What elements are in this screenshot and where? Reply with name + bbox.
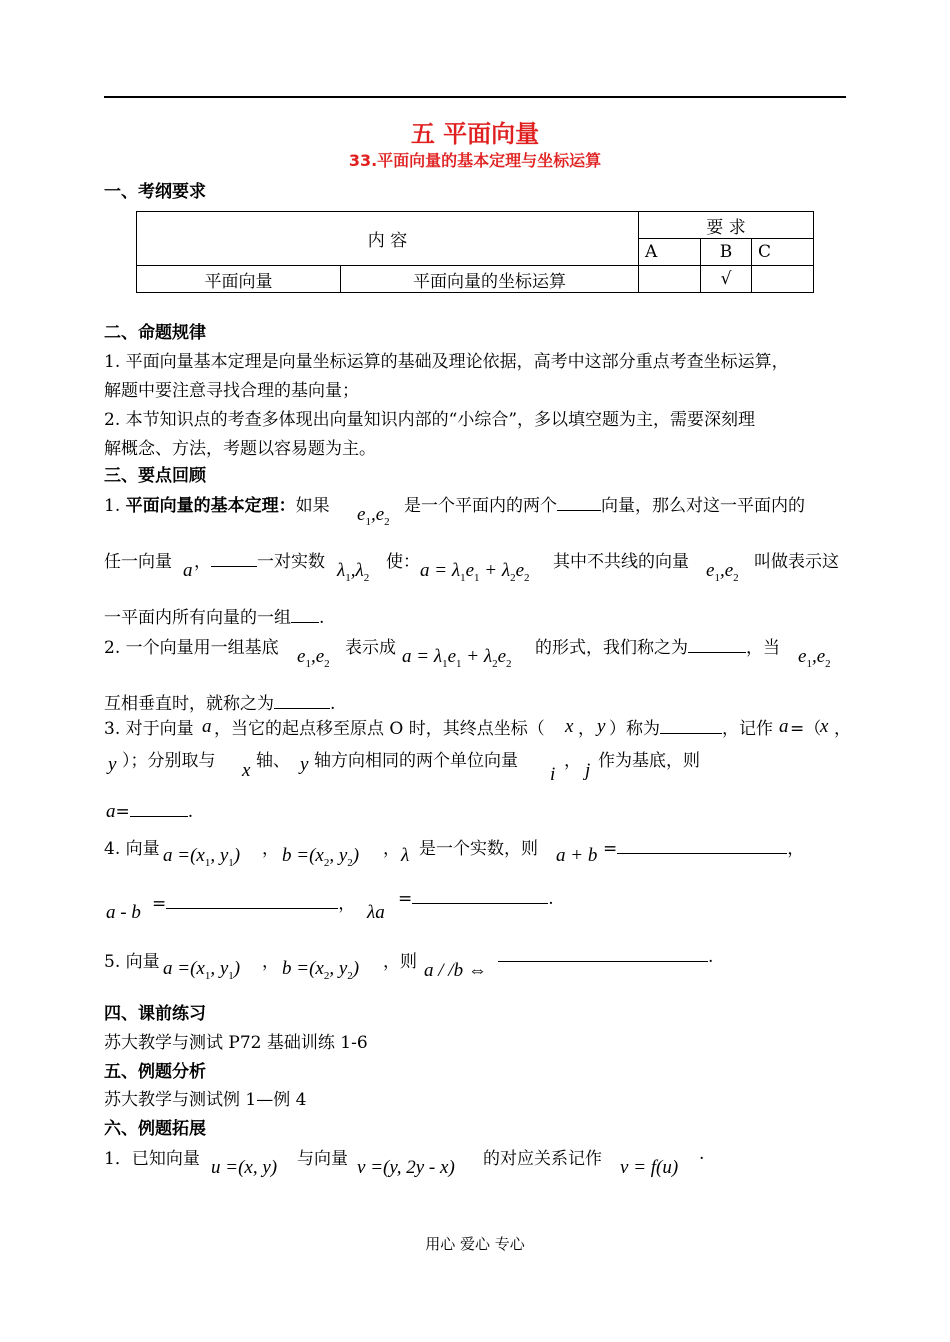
text-fragment: 一平面内所有向量的一组: [104, 608, 291, 628]
parallel-condition: a / /b ⇔: [424, 960, 487, 981]
difference-blank: = ，: [152, 894, 356, 914]
text-fragment: 叫做表示这: [754, 552, 839, 572]
text-fragment: 轴、: [256, 751, 290, 771]
text-fragment: 向量，那么对这一平面内的: [601, 496, 805, 516]
text-fragment: ，: [262, 952, 279, 972]
rule-paragraph-2b: 解概念、方法，考题以容易题为主。: [104, 439, 376, 459]
theorem-label: 平面向量的基本定理：: [125, 496, 296, 516]
row-mark-b: √: [701, 266, 752, 293]
fill-blank[interactable]: [660, 732, 722, 734]
text-fragment: 与向量: [297, 1149, 348, 1169]
examples-reference: 苏大教学与测试例 1—例 4: [104, 1090, 307, 1110]
fill-blank[interactable]: [274, 707, 330, 709]
text-fragment: ）；分别取与: [122, 751, 216, 771]
fill-blank[interactable]: [688, 651, 746, 653]
text-fragment: ，当: [746, 638, 780, 658]
text-fragment: 的对应关系记作: [483, 1149, 602, 1169]
vector-a-coords: $a =(x_1$, $y_1$): [163, 845, 241, 869]
vector-b-coords: $b =(x_2$, $y_2$): [282, 845, 360, 869]
text-fragment: ，: [578, 719, 595, 739]
coord-y: y: [108, 754, 117, 775]
fill-blank[interactable]: [617, 852, 787, 854]
section-heading-6: 六、例题拓展: [104, 1119, 206, 1139]
text-fragment: 作为基底，则: [598, 751, 700, 771]
review-item-1-line-2: [104, 547, 172, 572]
text-fragment: 是一个平面内的两个: [404, 496, 557, 516]
lambda-pair: $\lambda_1,\lambda_2$: [337, 560, 370, 584]
text-fragment: ，当它的起点移至原点 O 时，其终点坐标（: [214, 719, 545, 739]
page-footer: 用心 爱心 专心: [425, 1235, 525, 1253]
coord-x: x: [820, 716, 829, 737]
coord-y: y: [597, 716, 606, 737]
requirements-table: [136, 211, 814, 293]
row-item: 平面向量的坐标运算: [341, 266, 639, 293]
text-fragment: ，: [564, 751, 581, 771]
basis-vectors-e1e2: $e_1,e_2$: [357, 504, 390, 528]
coord-x: x: [565, 716, 574, 737]
linear-combination-formula: $a = \lambda_1e_1 + \lambda_2e_2$: [402, 646, 512, 670]
unit-vector-j: j: [585, 760, 591, 781]
review-item-3-text: 3. 对于向量: [104, 719, 194, 739]
vector-a: a: [183, 560, 193, 581]
review-item-1-line-1: [104, 491, 330, 516]
review-item-4-text: 4. 向量: [104, 839, 160, 859]
basis-vectors-e1e2: $e_1,e_2$: [706, 560, 739, 584]
vector-a: a: [779, 716, 789, 737]
unit-vector-i: i: [550, 764, 556, 785]
requirement-header: 要 求: [639, 212, 814, 239]
text-fragment: ，: [262, 839, 279, 859]
rule-paragraph-2a: 2. 本节知识点的考查多体现出向量知识内部的“小综合”，多以填空题为主，需要深刻理: [104, 410, 756, 430]
fill-blank[interactable]: [291, 621, 319, 623]
fill-blank[interactable]: [412, 902, 548, 904]
level-a: A: [639, 239, 701, 266]
text-fragment: ）称为: [609, 719, 660, 739]
review-item-1-line-3: 一平面内所有向量的一组 .: [104, 608, 325, 628]
text-fragment: 使：: [386, 552, 420, 572]
text-fragment: =（: [790, 719, 822, 739]
text-fragment: 是一个实数，则: [419, 839, 538, 859]
section-heading-4: 四、课前练习: [104, 1004, 206, 1024]
row-mark-a: [639, 266, 701, 293]
vector-v-definition: v =(y, 2y - x): [357, 1157, 455, 1178]
sum-blank: = ，: [603, 839, 805, 859]
vector-a: a: [202, 716, 212, 737]
section-heading-3: 三、要点回顾: [104, 466, 206, 486]
text-fragment: 轴方向相同的两个单位向量: [314, 751, 518, 771]
text-fragment: ，: [383, 839, 400, 859]
practice-reference: 苏大教学与测试 P72 基础训练 1-6: [104, 1033, 368, 1053]
extension-text: 1．已知向量: [104, 1149, 200, 1169]
review-item-2-text: 2. 一个向量用一组基底: [104, 638, 279, 658]
parallel-blank: .: [498, 947, 713, 967]
review-item-3-result: a= .: [106, 801, 194, 822]
text-fragment: 如果: [295, 496, 330, 516]
scalar-blank: = .: [398, 889, 554, 909]
scalar-product-expression: λa: [367, 902, 385, 923]
vector-a-coords: $a =(x_1$, $y_1$): [163, 958, 241, 982]
fill-blank[interactable]: [557, 509, 601, 511]
row-mark-c: [752, 266, 814, 293]
level-c: C: [752, 239, 814, 266]
lesson-title: 33.平面向量的基本定理与坐标运算: [348, 151, 602, 170]
section-heading-1: 一、考纲要求: [104, 182, 206, 202]
basis-vectors-e1e2: $e_1,e_2$: [297, 646, 330, 670]
row-topic: 平面向量: [137, 266, 341, 293]
review-item-2-text-b: [535, 633, 780, 658]
vector-u-definition: u =(x, y): [211, 1157, 278, 1178]
text-fragment: .: [699, 1144, 705, 1164]
linear-combination-formula: $a = \lambda_1e_1 + \lambda_2e_2$: [420, 560, 530, 584]
text-fragment: ，: [194, 552, 211, 572]
difference-expression: a - b: [106, 902, 141, 923]
review-item-1-text: [404, 491, 805, 516]
text-fragment: 互相垂直时，就称之为: [104, 694, 274, 714]
review-item-3-text-b: [609, 714, 773, 739]
sum-expression: a + b: [556, 845, 598, 866]
review-item-2-line-2: 互相垂直时，就称之为 .: [104, 694, 336, 714]
fill-blank[interactable]: [166, 907, 338, 909]
section-heading-2: 二、命题规律: [104, 323, 206, 343]
review-item-5-text: 5. 向量: [104, 952, 160, 972]
lambda-symbol: λ: [401, 845, 410, 866]
text-fragment: 任一向量: [104, 552, 172, 572]
fill-blank[interactable]: [211, 565, 257, 567]
item-number: 1.: [104, 496, 121, 516]
content-header: 内 容: [137, 212, 639, 266]
section-heading-5: 五、例题分析: [104, 1062, 206, 1082]
review-item-1-line-2b: [194, 547, 325, 572]
rule-paragraph-1b: 解题中要注意寻找合理的基向量；: [104, 381, 359, 401]
basis-vectors-e1e2: $e_1,e_2$: [798, 646, 831, 670]
mapping-expression: v = f(u): [620, 1157, 679, 1178]
header-rule: [104, 96, 846, 98]
axis-y: y: [300, 754, 309, 775]
chapter-title: 五 平面向量: [410, 120, 540, 148]
level-b: B: [701, 239, 752, 266]
rule-paragraph-1a: 1. 平面向量基本定理是向量坐标运算的基础及理论依据，高考中这部分重点考查坐标运算，: [104, 352, 789, 372]
text-fragment: 其中不共线的向量: [553, 552, 689, 572]
vector-b-coords: $b =(x_2$, $y_2$): [282, 958, 360, 982]
text-fragment: ，记作: [722, 719, 773, 739]
axis-x: x: [242, 760, 251, 781]
fill-blank[interactable]: [130, 815, 188, 817]
text-fragment: 表示成: [345, 638, 396, 658]
text-fragment: ，则: [383, 952, 417, 972]
text-fragment: ，: [834, 719, 851, 739]
fill-blank[interactable]: [498, 960, 708, 962]
text-fragment: 的形式，我们称之为: [535, 638, 688, 658]
text-fragment: 一对实数: [257, 552, 325, 572]
